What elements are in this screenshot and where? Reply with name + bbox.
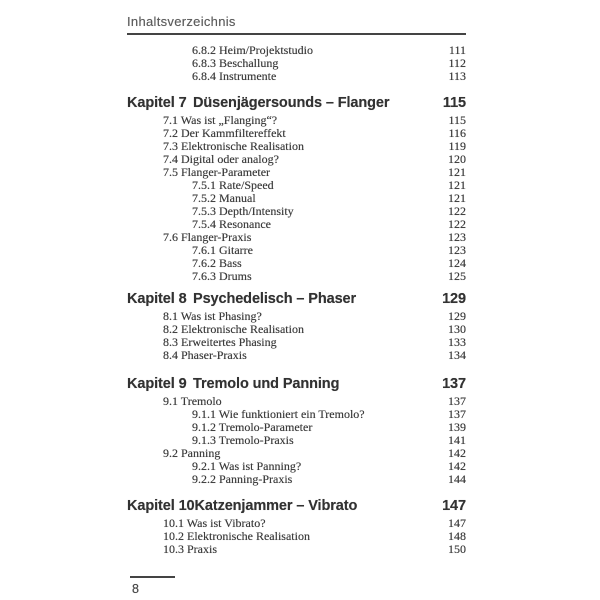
toc-entry-page-number: 124	[448, 256, 466, 270]
toc-entry-page-number: 123	[448, 230, 466, 244]
toc-entry	[127, 166, 466, 179]
toc-entry-label: 6.8.4 Instrumente	[192, 69, 277, 83]
toc-entry	[127, 349, 466, 362]
toc-entry-page-number: 116	[448, 126, 466, 140]
toc-entry-page-number: 111	[448, 43, 466, 57]
toc-entry-label: 7.6.2 Bass	[192, 256, 242, 270]
toc-entry	[127, 421, 466, 434]
chapter-title: Psychedelisch – Phaser	[193, 291, 357, 307]
toc-section	[127, 376, 466, 486]
toc-entry	[127, 179, 466, 192]
toc-entry-page-number: 144	[448, 472, 466, 486]
toc-entry-page-number: 122	[448, 204, 466, 218]
toc-entry-label: 9.1 Tremolo	[163, 394, 222, 408]
toc-entry	[127, 205, 466, 218]
toc-entry-label: 9.1.3 Tremolo-Praxis	[192, 433, 294, 447]
chapter-label: Kapitel 9	[127, 376, 187, 392]
toc-entry-label: 6.8.3 Beschallung	[192, 56, 279, 70]
toc-entry-label: 7.6.1 Gitarre	[192, 243, 253, 257]
toc-entry	[127, 70, 466, 83]
chapter-title: Katzenjammer – Vibrato	[194, 498, 358, 514]
toc-entry-label: 8.4 Phaser-Praxis	[163, 348, 247, 362]
toc-entry-label: 7.5 Flanger-Parameter	[163, 165, 271, 179]
chapter-page-number: 147	[442, 498, 466, 514]
toc-entry-list	[127, 44, 466, 83]
footer-page-number: 8	[132, 582, 139, 596]
toc-entry-label: 7.5.1 Rate/Speed	[192, 178, 274, 192]
chapter-label: Kapitel 10	[127, 498, 195, 514]
toc-entry	[127, 57, 466, 70]
toc-entry-label: 8.2 Elektronische Realisation	[163, 322, 304, 336]
toc-entry-page-number: 129	[448, 309, 466, 323]
chapter-label: Kapitel 8	[127, 291, 187, 307]
toc-entry-label: 8.3 Erweitertes Phasing	[163, 335, 277, 349]
toc-entry-label: 10.2 Elektronische Realisation	[163, 529, 310, 543]
chapter-heading	[127, 376, 466, 392]
toc-entry-page-number: 121	[448, 165, 466, 179]
toc-entry	[127, 231, 466, 244]
toc-entry-label: 7.5.2 Manual	[192, 191, 256, 205]
toc-entry-page-number: 133	[448, 335, 466, 349]
chapter-label: Kapitel 7	[127, 95, 187, 111]
toc-entry-page-number: 121	[448, 178, 466, 192]
toc-entry-label: 7.1 Was ist „Flanging“?	[163, 113, 278, 127]
toc-entry-page-number: 119	[448, 139, 466, 153]
toc-sections	[127, 44, 466, 556]
toc-entry-label: 9.1.1 Wie funktioniert ein Tremolo?	[192, 407, 365, 421]
toc-entry	[127, 460, 466, 473]
toc-entry-label: 9.1.2 Tremolo-Parameter	[192, 420, 313, 434]
page-footer	[130, 576, 175, 596]
toc-entry-label: 7.4 Digital oder analog?	[163, 152, 279, 166]
chapter-title: Düsenjägersounds – Flanger	[193, 95, 390, 111]
chapter-page-number: 115	[442, 95, 466, 111]
toc-entry-label: 9.2 Panning	[163, 446, 221, 460]
toc-entry-page-number: 121	[448, 191, 466, 205]
toc-entry	[127, 543, 466, 556]
toc-entry-page-number: 120	[448, 152, 466, 166]
toc-entry-page-number: 137	[448, 407, 466, 421]
toc-entry-list	[127, 395, 466, 486]
toc-entry-label: 7.3 Elektronische Realisation	[163, 139, 304, 153]
toc-section	[127, 291, 466, 362]
toc-entry-page-number: 113	[448, 69, 466, 83]
toc-entry-page-number: 112	[448, 56, 466, 70]
toc-entry-page-number: 115	[448, 113, 466, 127]
toc-entry	[127, 44, 466, 57]
toc-entry	[127, 473, 466, 486]
toc-section	[127, 95, 466, 283]
toc-entry-page-number: 142	[448, 459, 466, 473]
chapter-heading	[127, 291, 466, 307]
toc-section-tail	[127, 44, 466, 83]
toc-entry-page-number: 123	[448, 243, 466, 257]
toc-entry-page-number: 137	[448, 394, 466, 408]
toc-entry-page-number: 147	[448, 516, 466, 530]
page-header-title: Inhaltsverzeichnis	[127, 14, 236, 29]
toc-entry-list	[127, 310, 466, 362]
toc-entry	[127, 257, 466, 270]
chapter-heading	[127, 498, 466, 514]
toc-entry-label: 8.1 Was ist Phasing?	[163, 309, 262, 323]
toc-entry	[127, 192, 466, 205]
toc-entry-label: 7.5.3 Depth/Intensity	[192, 204, 294, 218]
toc-entry-label: 6.8.2 Heim/Projektstudio	[192, 43, 313, 57]
chapter-heading	[127, 95, 466, 111]
toc-entry-label: 9.2.1 Was ist Panning?	[192, 459, 302, 473]
toc-entry-page-number: 122	[448, 217, 466, 231]
header-rule	[127, 33, 466, 35]
toc-entry-label: 7.6.3 Drums	[192, 269, 252, 283]
chapter-page-number: 137	[442, 376, 466, 392]
toc-entry-label: 10.1 Was ist Vibrato?	[163, 516, 266, 530]
toc-entry-page-number: 130	[448, 322, 466, 336]
toc-entry-page-number: 141	[448, 433, 466, 447]
toc-entry-page-number: 148	[448, 529, 466, 543]
toc-entry-label: 10.3 Praxis	[163, 542, 217, 556]
toc-content	[127, 15, 466, 556]
toc-section	[127, 498, 466, 556]
toc-entry	[127, 270, 466, 283]
chapter-title: Tremolo und Panning	[193, 376, 340, 392]
toc-entry-label: 7.5.4 Resonance	[192, 217, 271, 231]
chapter-page-number: 129	[442, 291, 466, 307]
toc-entry-label: 7.2 Der Kammfiltereffekt	[163, 126, 286, 140]
toc-entry-page-number: 139	[448, 420, 466, 434]
toc-entry-list	[127, 114, 466, 283]
toc-entry-label: 9.2.2 Panning-Praxis	[192, 472, 293, 486]
toc-entry-label: 7.6 Flanger-Praxis	[163, 230, 252, 244]
toc-entry-page-number: 150	[448, 542, 466, 556]
toc-entry-page-number: 142	[448, 446, 466, 460]
toc-entry-list	[127, 517, 466, 556]
toc-entry-page-number: 125	[448, 269, 466, 283]
footer-rule	[130, 576, 175, 578]
toc-entry-page-number: 134	[448, 348, 466, 362]
toc-entry	[127, 244, 466, 257]
